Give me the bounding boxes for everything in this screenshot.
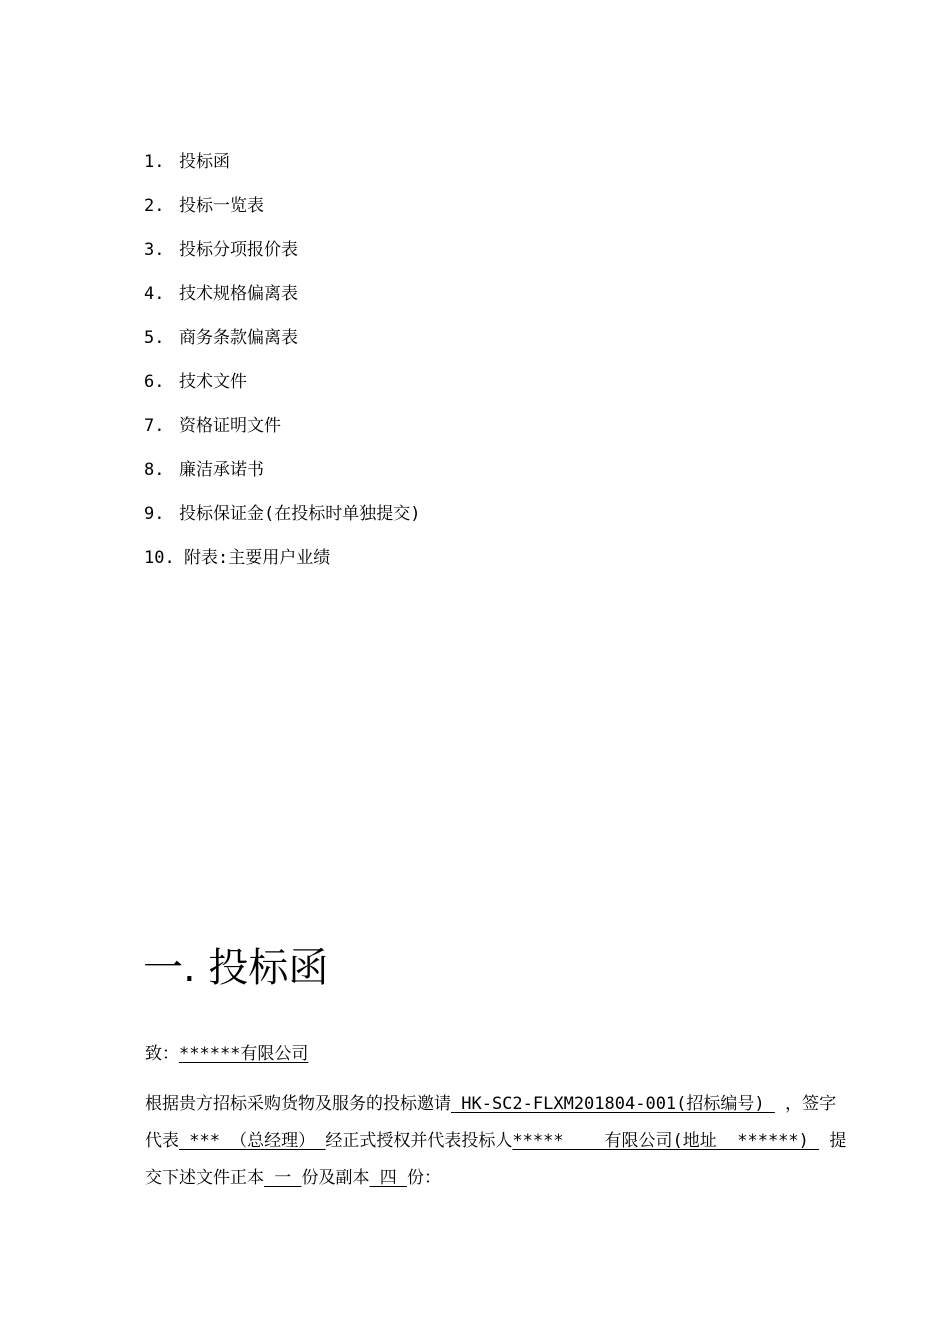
toc-number: 5. [144, 328, 165, 348]
toc-item [144, 194, 844, 238]
toc-label: 廉洁承诺书 [179, 460, 264, 480]
line3-prefix: 交下述文件正本 [145, 1168, 264, 1188]
paragraph-line [145, 1166, 810, 1203]
toc-item [144, 326, 844, 370]
line3-suffix: 份： [406, 1168, 441, 1188]
toc-item [144, 414, 844, 458]
toc-label: 投标函 [179, 152, 230, 172]
toc-label: 附表:主要用户业绩 [184, 548, 331, 568]
toc-label: 商务条款偏离表 [179, 328, 298, 348]
toc-label: 技术规格偏离表 [179, 284, 298, 304]
toc-item [144, 546, 844, 590]
toc-label: 技术文件 [179, 372, 247, 392]
section-heading: 一. 投标函 [143, 945, 329, 991]
toc-number: 4. [144, 284, 165, 304]
line2-prefix: 代表 [145, 1131, 179, 1151]
paragraph-line [145, 1092, 837, 1129]
line2-suffix: 提 [819, 1131, 847, 1151]
letter-paragraph [145, 1092, 847, 1203]
toc-item [144, 282, 844, 326]
toc-label: 投标一览表 [179, 196, 264, 216]
toc-number: 8. [144, 460, 165, 480]
toc-number: 7. [144, 416, 165, 436]
toc-number: 9. [144, 504, 165, 524]
line3-middle: 份及副本 [301, 1168, 370, 1188]
toc-item [144, 238, 844, 282]
toc-number: 6. [144, 372, 165, 392]
bid-number: HK-SC2-FLXM201804-001(招标编号) [451, 1094, 775, 1114]
originals-count: 一 [264, 1168, 302, 1188]
paragraph-line [145, 1129, 847, 1166]
toc-label: 资格证明文件 [179, 416, 281, 436]
addressee-prefix: 致： [145, 1044, 179, 1064]
toc-item [144, 150, 844, 194]
toc-label: 投标分项报价表 [179, 240, 298, 260]
representative: *** （总经理） [179, 1131, 326, 1151]
toc-number: 2. [144, 196, 165, 216]
toc-label: 投标保证金(在投标时单独提交) [179, 504, 421, 524]
line1-text: 根据贵方招标采购货物及服务的投标邀请 [145, 1094, 451, 1114]
addressee-company: ******有限公司 [179, 1044, 309, 1064]
bidder-company: ***** 有限公司(地址 ******) [512, 1131, 820, 1151]
table-of-contents [144, 150, 844, 590]
toc-item [144, 458, 844, 502]
toc-item [144, 502, 844, 546]
toc-number: 1. [144, 152, 165, 172]
copies-count: 四 [369, 1168, 407, 1188]
addressee-line [145, 1042, 308, 1066]
toc-number: 10. [144, 548, 175, 568]
line2-middle: 经正式授权并代表投标人 [325, 1131, 513, 1151]
toc-item [144, 370, 844, 414]
line1-suffix: ，签字 [774, 1094, 837, 1114]
toc-number: 3. [144, 240, 165, 260]
